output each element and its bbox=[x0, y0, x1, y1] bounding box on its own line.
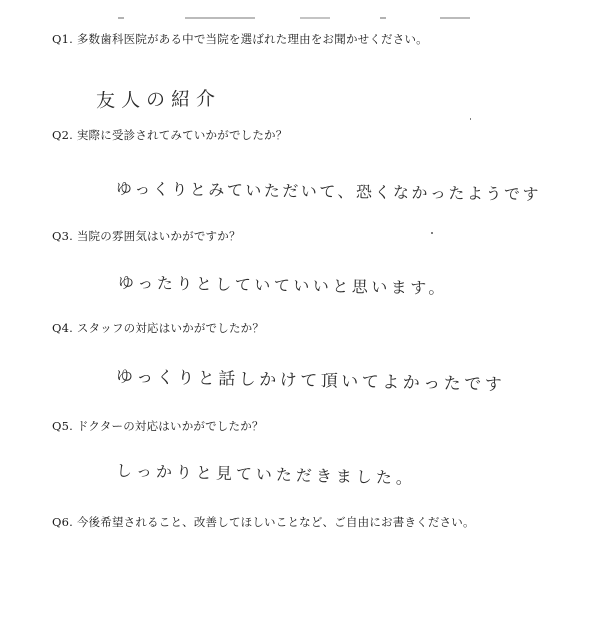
question-3: Q3. 当院の雰囲気はいかがですか？ bbox=[52, 229, 241, 243]
answer-5-handwritten: しっかりと見ていただきました。 bbox=[115, 461, 417, 488]
question-6: Q6. 今後希望されること、改善してほしいことなど、ご自由にお書きください。 bbox=[52, 515, 475, 529]
answer-3-handwritten: ゆったりとしていていいと思います。 bbox=[117, 273, 449, 298]
question-4: Q4. スタッフの対応はいかがでしたか？ bbox=[52, 321, 265, 335]
answer-4-handwritten: ゆっくりと話しかけて頂いてよかったです bbox=[115, 367, 506, 396]
top-edge-marks bbox=[0, 0, 600, 30]
question-1: Q1. 多数歯科医院がある中で当院を選ばれた理由をお聞かせください。 bbox=[52, 32, 428, 46]
scan-speck bbox=[431, 232, 433, 234]
scan-speck bbox=[470, 118, 471, 120]
question-2: Q2. 実際に受診されてみていかがでしたか？ bbox=[52, 128, 288, 142]
answer-1-handwritten: 友人の紹介 bbox=[95, 87, 222, 112]
question-5: Q5. ドクターの対応はいかがでしたか？ bbox=[52, 419, 264, 433]
answer-2-handwritten: ゆっくりとみていただいて、恐くなかったようです bbox=[115, 179, 542, 204]
